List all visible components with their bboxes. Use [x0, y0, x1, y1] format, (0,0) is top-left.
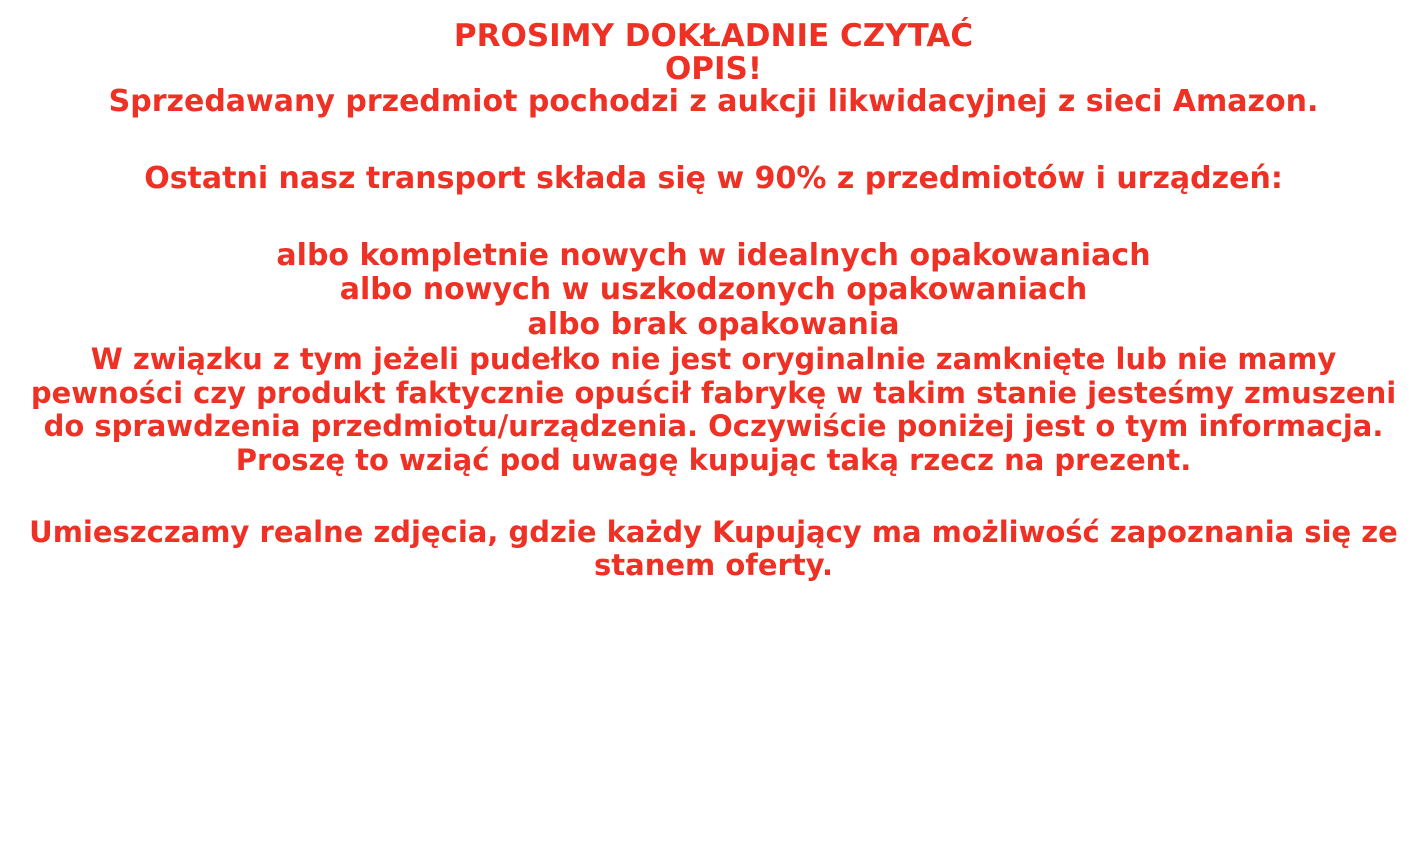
- notice-option-3: albo brak opakowania: [527, 307, 900, 343]
- notice-transport-text: Ostatni nasz transport składa się w 90% z przedmiotów i urządzeń:: [144, 160, 1283, 196]
- notice-explanation-line-2: pewności czy produkt faktycznie opuścił fabrykę w takim stanie jesteśmy zmuszeni: [30, 375, 1397, 410]
- notice-origin-text: Sprzedawany przedmiot pochodzi z aukcji likwidacyjnej z sieci Amazon.: [108, 84, 1319, 120]
- notice-heading-line-1: PROSIMY DOKŁADNIE CZYTAĆ: [453, 18, 974, 54]
- notice-option-1: albo kompletnie nowych w idealnych opakowaniach: [276, 237, 1151, 273]
- notice-heading-line-2: OPIS!: [664, 50, 763, 87]
- notice-photos-line-2: stanem oferty.: [594, 548, 833, 583]
- notice-explanation-line-4: Proszę to wziąć pod uwagę kupując taką rzecz na prezent.: [235, 442, 1192, 477]
- notice-option-2: albo nowych w uszkodzonych opakowaniach: [339, 272, 1088, 308]
- notice-photos-line-1: Umieszczamy realne zdjęcia, gdzie każdy Kupujący ma możliwość zapoznania się ze: [29, 514, 1398, 549]
- notice-explanation-line-1: W związku z tym jeżeli pudełko nie jest oryginalnie zamknięte lub nie mamy: [90, 342, 1337, 377]
- notice-explanation-line-3: do sprawdzenia przedmiotu/urządzenia. Oczywiście poniżej jest o tym informacja.: [43, 409, 1384, 444]
